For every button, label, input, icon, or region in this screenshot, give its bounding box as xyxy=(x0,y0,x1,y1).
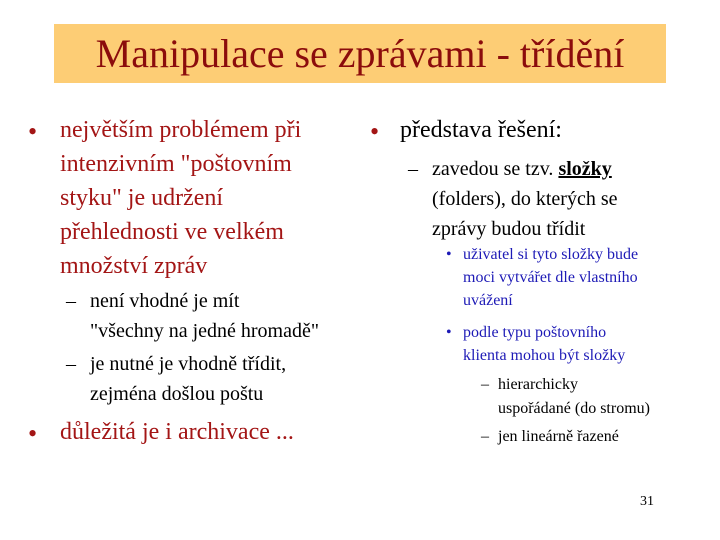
text-line: (folders), do kterých se xyxy=(432,188,618,210)
text-line: zejména došlou poštu xyxy=(90,383,264,405)
left-bullet-2: důležitá je i archivace ... xyxy=(60,419,294,445)
slide-title: Manipulace se zprávami - třídění xyxy=(95,31,625,76)
text-line: uvážení xyxy=(463,292,513,309)
text-line: množství zpráv xyxy=(60,253,208,279)
keyword-slozky: složky xyxy=(558,158,612,180)
dash-marker: – xyxy=(408,158,418,180)
text-line: styku" je udržení xyxy=(60,185,224,211)
title-banner xyxy=(54,24,666,83)
bullet-marker: • xyxy=(28,419,38,448)
right-bullet-1: představa řešení: xyxy=(400,117,562,143)
right-level4-1 xyxy=(498,373,650,421)
right-subsub-1 xyxy=(463,243,638,312)
dash-marker: – xyxy=(481,428,489,445)
text-span: zavedou se tzv. xyxy=(432,158,554,180)
text-line xyxy=(432,154,618,184)
text-line: uspořádané (do stromu) xyxy=(498,400,650,417)
right-level4-2: jen lineárně řazené xyxy=(498,428,619,445)
dash-marker: – xyxy=(66,353,76,375)
text-line: není vhodné je mít xyxy=(90,290,240,312)
bullet-marker: • xyxy=(28,117,38,146)
text-line: největším problémem při xyxy=(60,117,302,143)
right-subsub-2 xyxy=(463,321,625,367)
text-line: "všechny na jedné hromadě" xyxy=(90,320,320,342)
text-line: klienta mohou být složky xyxy=(463,347,626,364)
left-sub-2 xyxy=(90,349,286,409)
page-number: 31 xyxy=(640,494,654,509)
right-sub-1 xyxy=(432,154,618,244)
text-line: moci vytvářet dle vlastního xyxy=(463,269,638,286)
text-line: přehlednosti ve velkém xyxy=(60,219,284,245)
left-bullet-1 xyxy=(60,113,301,283)
text-line: intenzivním "poštovním xyxy=(60,151,292,177)
bullet-marker: • xyxy=(446,324,452,341)
text-line: hierarchicky xyxy=(498,376,578,393)
text-line: podle typu poštovního xyxy=(463,324,607,341)
dash-marker: – xyxy=(481,376,489,393)
left-sub-1 xyxy=(90,286,319,346)
text-line: zprávy budou třídit xyxy=(432,218,586,240)
bullet-marker: • xyxy=(370,117,380,146)
bullet-marker: • xyxy=(446,246,452,263)
text-line: je nutné je vhodně třídit, xyxy=(90,353,287,375)
text-line: uživatel si tyto složky bude xyxy=(463,246,639,263)
dash-marker: – xyxy=(66,290,76,312)
